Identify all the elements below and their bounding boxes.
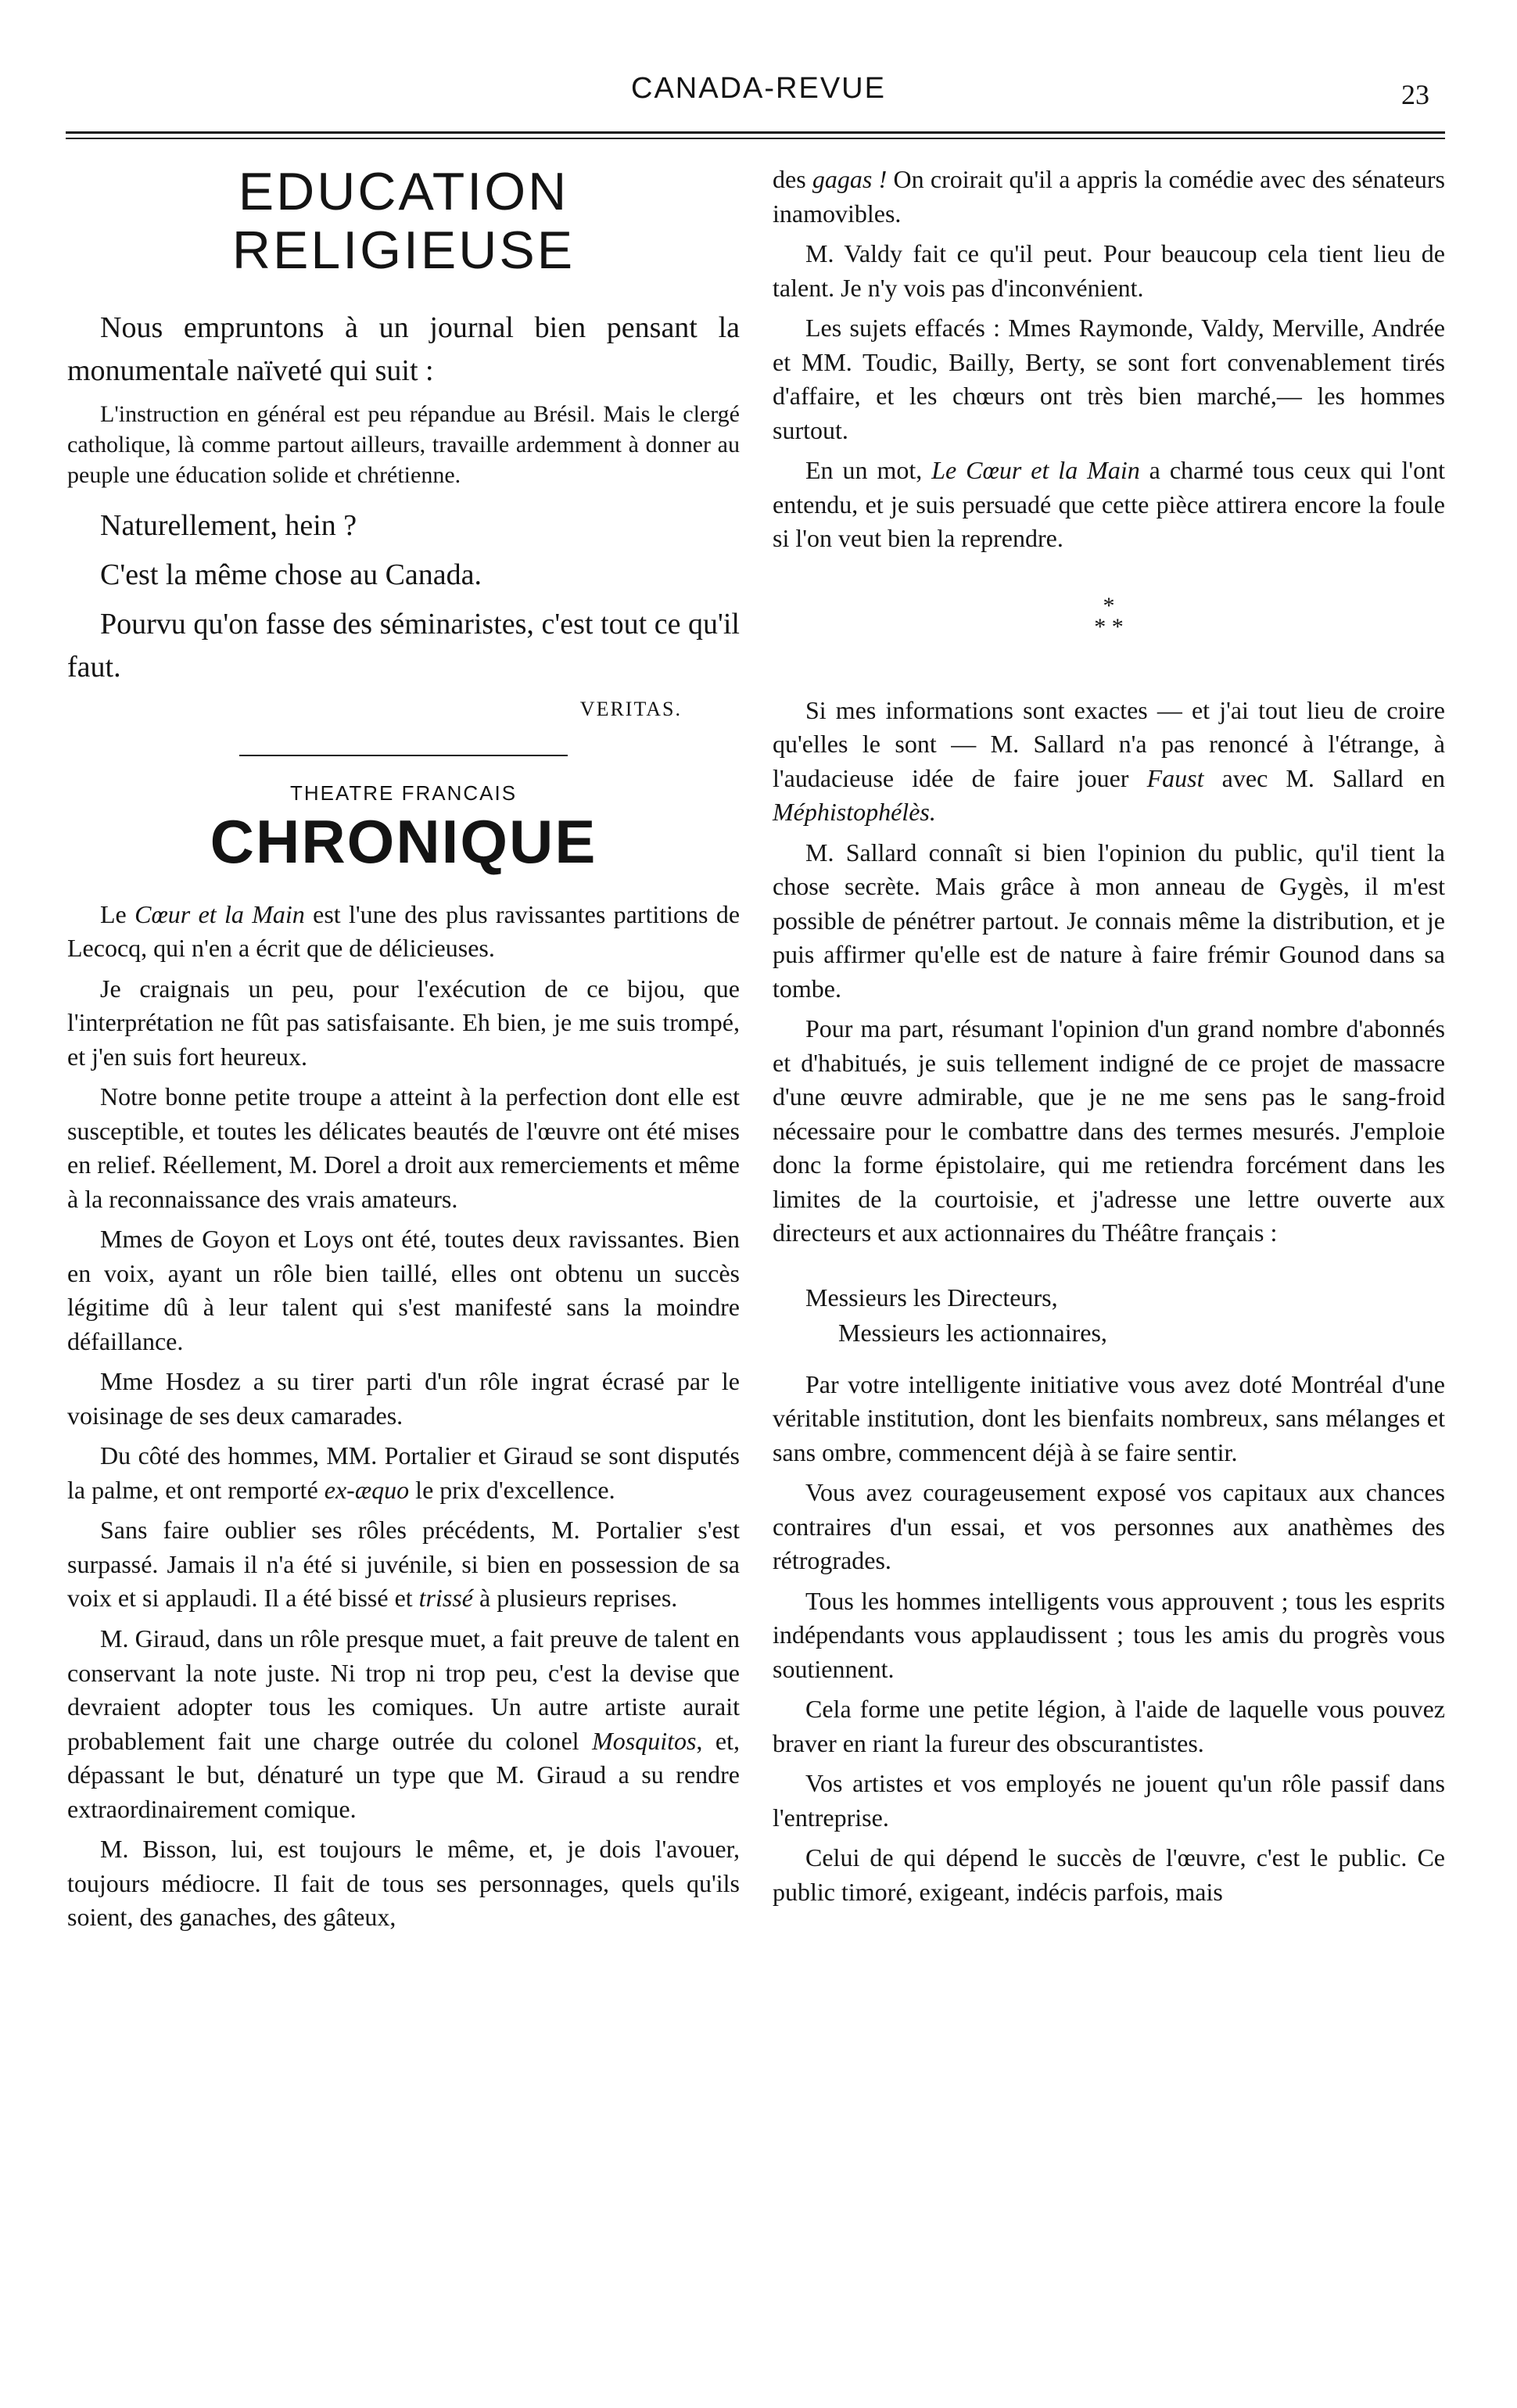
chronique-paragraph: Mmes de Goyon et Loys ont été, toutes deux ravissantes. Bien en voix, ayant un rôle bien taillé, elles ont obtenu un succès légitime dû à leur talent qui s'est manifesté sans la moindre défaillance. [67,1225,740,1355]
education-heading: EDUCATION RELIGIEUSE [231,162,576,280]
text-run: a charmé tous ceux qui l'ont entendu, et je suis persuadé que cette pièce attirera encore la foule si l'on veut bien la reprendre. [773,456,1446,553]
education-remark-3: Pourvu qu'on fasse des séminaristes, c'est tout ce qu'il faut. [67,607,740,684]
education-remark-1: Naturellement, hein ? [100,508,357,542]
text-run: On croirait qu'il a appris la comédie avec des sénateurs inamovibles. [773,165,1446,228]
letter-paragraph: Par votre intelligente initiative vous avez doté Montréal d'une véritable institution, dont les bienfaits nombreux, sans mélanges et sans ombre, commencent déjà à se faire sentir. [773,1369,1445,1466]
letter-paragraph: Tous les hommes intelligents vous approuvent ; tous les esprits indépendants vous applaudissent ; tous les amis du progrès vous soutiennent. [773,1586,1445,1683]
right-column [773,163,1445,1915]
education-intro: Nous empruntons à un journal bien pensant la monumentale naïveté qui suit : [67,310,740,387]
chronique-paragraph: M. Bisson, lui, est toujours le même, et, je dois l'avouer, toujours médiocre. Il fait de tous ses personnages, quels qu'ils soient, des ganaches, des gâteux, [67,1835,740,1932]
text-run: avec M. Sallard en [1203,763,1446,792]
chronique-paragraph [773,694,1445,830]
italic-phrase: gagas ! [812,165,888,193]
text-run: Du côté des hommes, MM. Portalier et Giraud se sont disputés la palme, et ont remporté [67,1441,740,1504]
chronique-paragraph: Les sujets effacés : Mmes Raymonde, Valdy, Merville, Andrée et MM. Toudic, Bailly, Berty, se sont fort convenablement tirés d'affaire, et les chœurs ont très bien marché,— les hommes surtout. [773,314,1445,444]
chronique-paragraph: Notre bonne petite troupe a atteint à la perfection dont elle est susceptible, et toutes les délicates beautés de l'œuvre ont été mises en relief. Réellement, M. Dorel a droit aux remerciements et même à la reconnaissance des vrais amateurs. [67,1082,740,1213]
running-title: CANADA-REVUE [631,72,886,105]
header-rule-thin [66,138,1445,139]
role-name: Méphistophélès. [773,798,936,827]
page-number: 23 [1401,79,1429,110]
text-run: , et, dépassant le but, dénaturé un type que M. Giraud a su rendre extraordinairement comique. [67,1726,741,1823]
left-column [67,163,740,1941]
education-remark-2: C'est la même chose au Canada. [100,558,482,591]
text-run: En un mot, [805,456,932,485]
text-run: des [773,165,812,193]
work-title: Cœur et la Main [134,899,305,928]
asterism-bottom: * * [1094,613,1124,640]
chronique-paragraph: M. Sallard connaît si bien l'opinion du public, qu'il tient la chose secrète. Mais grâce à mon anneau de Gygès, il m'est possible de pénétrer partout. Je connais même la distribution, et je puis affirmer qu'elle est de nature à faire frémir Gounod dans sa tombe. [773,838,1445,1003]
chronique-paragraph [67,1622,740,1826]
chronique-paragraph [67,1439,740,1507]
chronique-paragraph: Mme Hosdez a su tirer parti d'un rôle ingrat écrasé par le voisinage de ses deux camarades. [67,1367,740,1430]
letter-paragraph: Vos artistes et vos employés ne jouent qu'un rôle passif dans l'entreprise. [773,1769,1445,1832]
asterism-separator [773,592,1445,640]
letter-salutation [773,1280,1445,1351]
header-rule-thick [66,131,1445,134]
chronique-paragraph: Je craignais un peu, pour l'exécution de ce bijou, que l'interprétation ne fût pas satisfaisante. Eh bien, je me suis trompé, et j'en suis fort heureux. [67,974,740,1071]
chronique-paragraph [773,454,1445,556]
chronique-paragraph [67,1513,740,1616]
salutation-line-2: Messieurs les actionnaires, [838,1318,1107,1347]
text-run: à plusieurs reprises. [473,1584,678,1613]
text-run: Si mes informations sont exactes — et j'ai tout lieu de croire qu'elles le sont — M. Sallard n'a pas renoncé à l'étrange, à l'audacieuse idée de faire jouer [773,695,1445,792]
letter-paragraph: Vous avez courageusement exposé vos capitaux aux chances contraires d'un essai, et vos personnes aux anathèmes des rétrogrades. [773,1478,1445,1575]
text-run: est l'une des plus ravissantes partitions de Lecocq, qui n'en a écrit que de délicieuses. [67,899,741,963]
text-run: Sans faire oublier ses rôles précédents, M. Portalier s'est surpassé. Jamais il n'a été si juvénile, si bien en possession de sa voix et si applaudi. Il a été bissé et [67,1516,740,1613]
continued-paragraph [773,163,1445,231]
text-run: Le [100,899,135,928]
work-title: Faust [1146,763,1204,792]
quoted-excerpt-text: L'instruction en général est peu répandue au Brésil. Mais le clergé catholique, là comme partout ailleurs, travaille ardemment à donner au peuple une éducation solide et chrétienne. [67,400,740,488]
section-divider [239,755,568,756]
quoted-excerpt [67,399,740,490]
chronique-heading: CHRONIQUE [210,806,597,876]
chronique-paragraph [67,898,740,966]
text-run: M. Giraud, dans un rôle presque muet, a fait preuve de talent en conservant la note juste. Ni trop ni trop peu, c'est la devise que devraient adopter tous les comiques. Un autre artiste aurait probablement fait une charge outrée du colonel [67,1624,740,1755]
italic-phrase: trissé [418,1584,473,1613]
chronique-paragraph: M. Valdy fait ce qu'il peut. Pour beaucoup cela tient lieu de talent. Je n'y vois pas d'inconvénient. [773,239,1445,302]
text-run: le prix d'excellence. [409,1475,615,1504]
letter-paragraph: Cela forme une petite légion, à l'aide de laquelle vous pouvez braver en riant la fureur des obscurantistes. [773,1695,1445,1757]
signature: VERITAS. [579,698,682,721]
chronique-paragraph: Pour ma part, résumant l'opinion d'un grand nombre d'abonnés et d'habitués, je suis tellement indigné de ce projet de massacre d'une œuvre admirable, que je ne me sens pas le sang-froid nécessaire pour le combattre dans des termes mesurés. J'emploie donc la forme épistolaire, qui me retiendra forcément dans les limites de la courtoisie, et j'adresse une lettre ouverte aux directeurs et aux actionnaires du Théâtre français : [773,1014,1445,1247]
work-title: Le Cœur et la Main [931,456,1140,485]
italic-phrase: ex-æquo [324,1475,410,1504]
letter-paragraph: Celui de qui dépend le succès de l'œuvre, c'est le public. Ce public timoré, exigeant, indécis parfois, mais [773,1843,1445,1906]
italic-phrase: Mosquitos [592,1726,697,1755]
asterism-top: * [1103,592,1115,619]
salutation-line-1: Messieurs les Directeurs, [805,1283,1058,1312]
section-kicker: THEATRE FRANCAIS [289,781,518,805]
